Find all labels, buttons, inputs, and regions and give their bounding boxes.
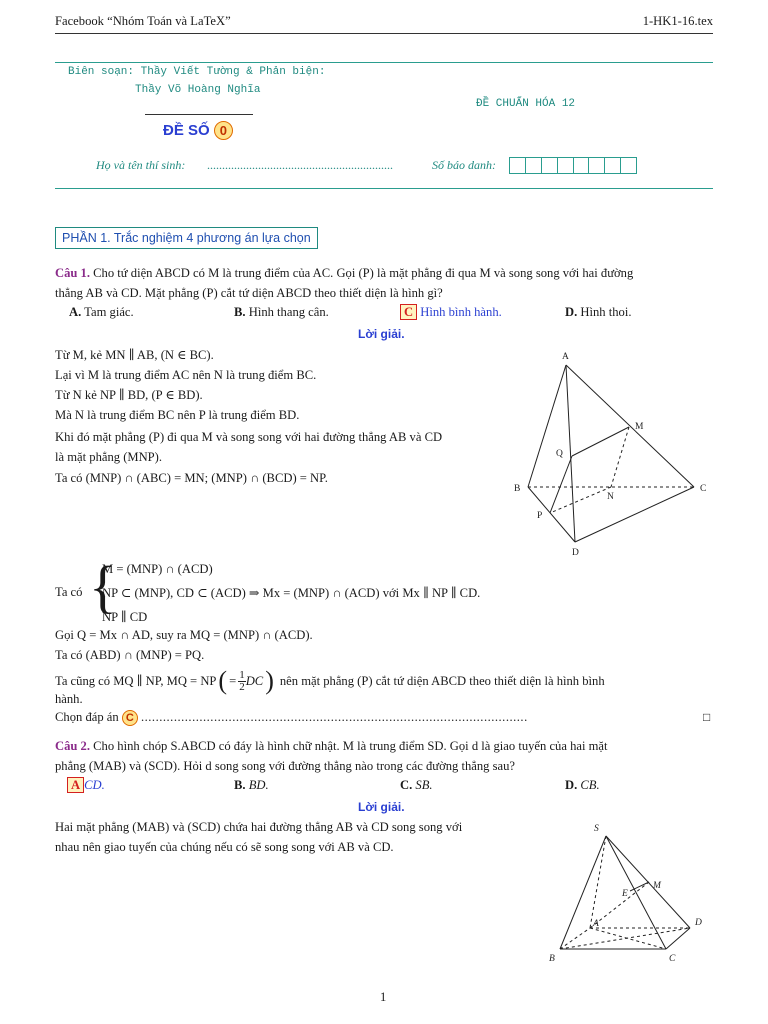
vertex-label-d: D: [572, 548, 579, 558]
exam-title-text: ĐỀ SỐ: [163, 122, 210, 139]
q2-text-line-1: [55, 737, 715, 755]
pyramid-figure: [540, 818, 715, 968]
pyramid-label-d: D: [695, 918, 702, 928]
vertex-label-c: C: [700, 484, 707, 494]
point-label-m: M: [635, 422, 644, 432]
q1-sol-line: Từ N kẻ NP ∥ BD, (P ∈ BD).: [55, 388, 203, 402]
q1-line-q: Gọi Q = Mx ∩ AD, suy ra MQ = (MNP) ∩ (ACD).: [55, 628, 313, 642]
q2-option-b[interactable]: B. BD.: [234, 778, 269, 792]
q1-option-b[interactable]: B. Hình thang cân.: [234, 305, 329, 319]
q1-option-a[interactable]: A. Tam giác.: [69, 305, 134, 319]
title-rule: [145, 114, 253, 115]
candidate-number-boxes[interactable]: [509, 157, 637, 174]
q2-sol-line-2: nhau nên giao tuyến của chúng nếu có sẽ song song với AB và CD.: [55, 840, 394, 854]
q2-solution-title: Lời giải.: [358, 800, 405, 814]
author-line-2: Thầy Võ Hoàng Nghĩa: [135, 84, 261, 96]
candidate-number-label: Số báo danh:: [432, 158, 496, 172]
point-label-q: Q: [556, 449, 563, 459]
candidate-name-label: Họ và tên thí sinh:: [96, 158, 186, 172]
q1-solution-title: Lời giải.: [358, 327, 405, 341]
answer-badge: C: [122, 710, 138, 726]
q1-sol-line: Từ M, kẻ MN ∥ AB, (N ∈ BC).: [55, 348, 214, 362]
q1-sol-line: Khi đó mặt phẳng (P) đi qua M và song song với hai đường thẳng AB và CD: [55, 430, 443, 444]
paren-right: ): [265, 666, 274, 695]
q2-option-d[interactable]: D. CB.: [565, 778, 600, 792]
q1-fraction-line-2: hành.: [55, 692, 83, 706]
point-label-n: N: [607, 492, 614, 502]
exam-subtitle: ĐỀ CHUẨN HÓA 12: [476, 98, 576, 110]
q1-stem-1: Cho tứ diện ABCD có M là trung điểm của AC. Gọi (P) là mặt phẳng đi qua M và song song với hai đường: [93, 266, 634, 280]
candidate-name-dots: ..............................................................: [207, 158, 393, 172]
q2-stem-1: Cho hình chóp S.ABCD có đáy là hình chữ nhật. M là trung điểm SD. Gọi d là giao tuyến của hai mặt: [93, 739, 608, 753]
q1-sol-line: Ta có (MNP) ∩ (ABC) = MN; (MNP) ∩ (BCD) = NP.: [55, 471, 328, 485]
q1-system-row: NP ⊂ (MNP), CD ⊂ (ACD) ⇒ Mx = (MNP) ∩ (ACD) với Mx ∥ NP ∥ CD.: [102, 586, 481, 600]
fraction-suffix: nên mặt phẳng (P) cắt tứ diện ABCD theo thiết diện là hình bình: [279, 673, 605, 688]
fraction-prefix: Ta cũng có MQ ∥ NP, MQ = NP: [55, 674, 217, 688]
section-title: PHẦN 1. Trắc nghiệm 4 phương án lựa chọn: [55, 227, 318, 249]
system-brace: {: [89, 554, 117, 619]
q1-system-row: M = (MNP) ∩ (ACD): [102, 562, 213, 576]
pyramid-label-c: C: [669, 954, 676, 964]
pyramid-label-a: A: [593, 919, 599, 929]
q1-text-line-1: [55, 264, 715, 282]
q1-system-row: NP ∥ CD: [102, 610, 148, 624]
pyramid-label-s: S: [594, 824, 599, 834]
q1-option-c-correct[interactable]: C Hình bình hành.: [400, 305, 502, 320]
exam-number-badge: 0: [214, 121, 233, 140]
qed-square: □: [703, 710, 711, 724]
fraction: $\frac{1}{2}$: [239, 668, 245, 693]
q1-sol-line: Lại vì M là trung điểm AC nên N là trung điểm BC.: [55, 368, 317, 382]
tetrahedron-figure: [505, 345, 720, 560]
q1-option-d[interactable]: D. Hình thoi.: [565, 305, 632, 319]
running-header-left: Facebook “Nhóm Toán và LaTeX”: [55, 14, 231, 28]
pyramid-label-b: B: [549, 954, 555, 964]
q1-fraction-line: Ta cũng có MQ ∥ NP, MQ = NP ( = $\frac{1}{2}$ DC ) nên mặt phẳng (P) cắt tứ diện ABCD theo thiết diện là hình bình: [55, 666, 605, 695]
q1-sol-line: Mà N là trung điểm BC nên P là trung điểm BD.: [55, 408, 300, 422]
q1-label: Câu 1.: [55, 266, 90, 280]
pyramid-label-m: M: [653, 881, 661, 891]
q1-sol-line: là mặt phẳng (MNP).: [55, 450, 163, 464]
exam-box-bottom-rule: [55, 188, 713, 189]
page-number: 1: [380, 990, 387, 1004]
author-line-1: Biên soạn: Thầy Viết Tường & Phản biện:: [68, 66, 326, 78]
exam-box-top-rule: [55, 62, 713, 63]
correct-answer-box: A: [67, 777, 84, 793]
running-header-right: 1-HK1-16.tex: [642, 14, 713, 28]
paren-left: (: [218, 666, 228, 695]
pyramid-label-e: E: [622, 889, 628, 899]
q2-sol-line-1: Hai mặt phẳng (MAB) và (SCD) chứa hai đường thẳng AB và CD song song với: [55, 820, 463, 834]
point-label-p: P: [537, 511, 543, 521]
correct-answer-box: C: [400, 304, 417, 320]
q1-stem-2: thẳng AB và CD. Mặt phẳng (P) cắt tứ diện ABCD theo thiết diện là hình gì?: [55, 286, 443, 300]
vertex-label-a: A: [562, 352, 569, 362]
q2-label: Câu 2.: [55, 739, 90, 753]
vertex-label-b: B: [514, 484, 521, 494]
header-rule: [55, 33, 713, 34]
q1-system-prefix: Ta có: [55, 585, 83, 599]
q1-choose-answer: Chọn đáp án C ..........................................................................................................: [55, 710, 528, 724]
q2-option-c[interactable]: C. SB.: [400, 778, 433, 792]
q2-stem-2: phẳng (MAB) và (SCD). Hỏi d song song với đường thẳng nào trong các đường thẳng sau?: [55, 759, 516, 773]
exam-title: [163, 121, 233, 140]
q2-option-a-correct[interactable]: A CD.: [67, 778, 105, 793]
q1-line-abd: Ta có (ABD) ∩ (MNP) = PQ.: [55, 648, 205, 662]
